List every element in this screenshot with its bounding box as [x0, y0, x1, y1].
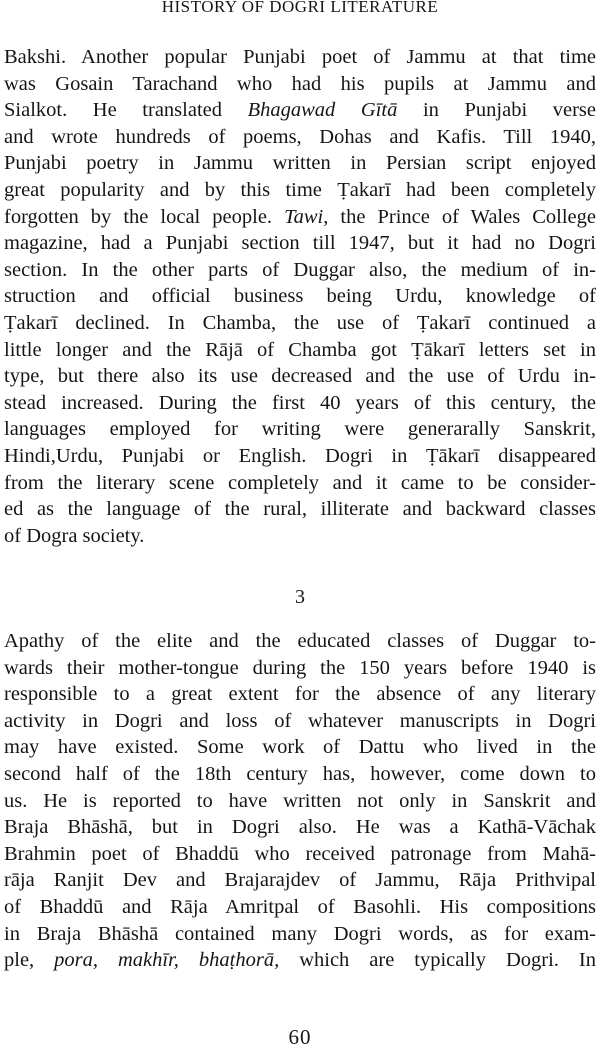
text-line: Sialkot. He translated Bhagawad Gītā in Punjabi verse	[4, 99, 597, 122]
text-line: us. He is reported to have written not only in Sanskrit and	[4, 789, 596, 812]
paragraph-2	[4, 628, 596, 974]
text-line: second half of the 18th century has, however, come down to	[4, 762, 596, 785]
text-line: of Bhaddū and Rāja Amritpal of Basohli. His compositions	[4, 895, 596, 918]
page-number: 60	[288, 1025, 312, 1049]
text-line: of Dogra society.	[4, 524, 145, 547]
text-line: activity in Dogri and loss of whatever manuscripts in Dogri	[4, 709, 596, 732]
text-line: languages employed for writing were generarally Sanskrit,	[4, 418, 596, 441]
text-line: great popularity and by this time Ṭakarī had been completely	[4, 178, 596, 201]
text-line: Apathy of the elite and the educated classes of Duggar to-	[4, 630, 596, 652]
text-line: from the literary scene completely and it came to be consider-	[4, 471, 596, 494]
text-line: Brahmin poet of Bhaddū who received patronage from Mahā-	[4, 842, 596, 865]
text-line: type, but there also its use decreased and the use of Urdu in-	[4, 365, 596, 388]
text-line: struction and official business being Urdu, knowledge of	[4, 285, 596, 308]
text-line: Punjabi poetry in Jammu written in Persian script enjoyed	[4, 152, 596, 175]
text-line: little longer and the Rājā of Chamba got Ṭākarī letters set in	[4, 338, 596, 361]
text-line: ed as the language of the rural, illiterate and backward classes	[4, 498, 596, 521]
text-line: magazine, had a Punjabi section till 1947, but it had no Dogri	[4, 232, 596, 255]
text-line: Bakshi. Another popular Punjabi poet of Jammu at that time	[4, 46, 596, 68]
text-line: wards their mother-tongue during the 150 years before 1940 is	[4, 656, 596, 679]
italic-dogri-words: pora, makhīr, bhaṭhorā,	[54, 949, 280, 972]
italic-title-bhagawad-gita: Bhagawad Gītā	[247, 99, 398, 122]
text-line: may have existed. Some work of Dattu who lived in the	[4, 736, 596, 759]
text-line: forgotten by the local people. Tawi, the Prince of Wales College	[4, 205, 597, 228]
text-line: was Gosain Tarachand who had his pupils at Jammu and	[4, 72, 596, 95]
text-line: Ṭakarī declined. In Chamba, the use of Ṭakarī continued a	[4, 311, 596, 334]
text-line: rāja Ranjit Dev and Brajarajdev of Jammu, Rāja Prithvipal	[4, 869, 596, 892]
text-line: section. In the other parts of Duggar also, the medium of in-	[4, 258, 596, 281]
text-line: responsible to a great extent for the absence of any literary	[4, 683, 596, 706]
text-line: in Braja Bhāshā contained many Dogri words, as for exam-	[4, 922, 596, 945]
text-line: and wrote hundreds of poems, Dohas and Kafis. Till 1940,	[4, 125, 596, 148]
paragraph-1	[4, 44, 596, 549]
text-line: Braja Bhāshā, but in Dogri also. He was a Kathā-Vāchak	[4, 816, 596, 839]
text-line: Hindi,Urdu, Punjabi or English. Dogri in Ṭākarī disappeared	[4, 444, 596, 467]
italic-title-tawi: Tawi	[284, 205, 324, 228]
text-line: stead increased. During the first 40 years of this century, the	[4, 391, 596, 414]
section-number: 3	[295, 586, 305, 608]
running-head: HISTORY OF DOGRI LITERATURE	[161, 0, 439, 16]
text-line: ple, pora, makhīr, bhaṭhorā, which are typically Dogri. In	[4, 949, 596, 972]
